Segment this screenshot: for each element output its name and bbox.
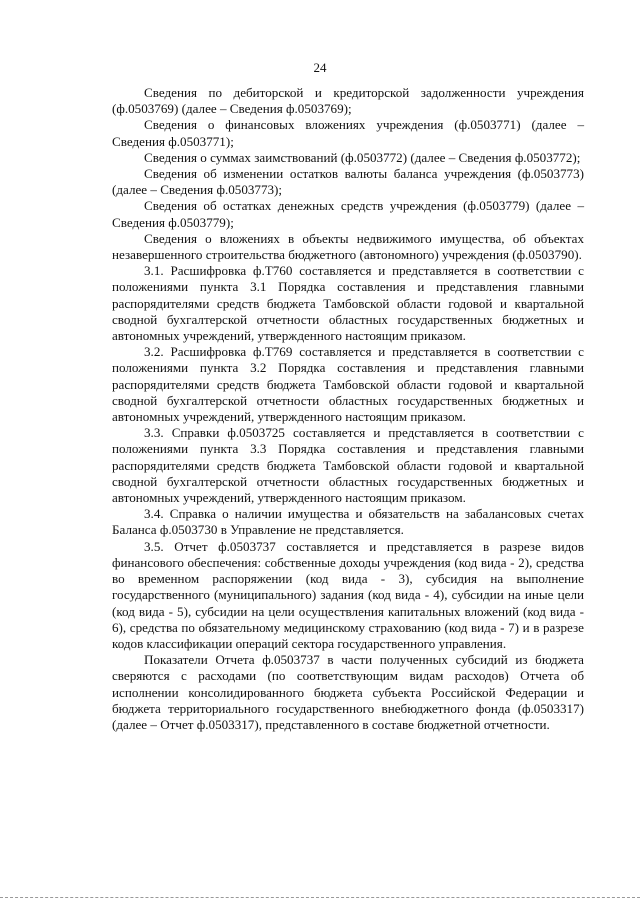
paragraph-3-1: 3.1. Расшифровка ф.Т760 составляется и представляется в соответствии с положениями пункта 3.1 Порядка составления и представления главными распорядителями средств бюджета Тамбовской области годовой и квартальной сводной бухгалтерской отчетности областных государственных бюджетных и автономных учреждений, утвержденного настоящим приказом. [112, 263, 584, 344]
paragraph-sveden-0503773: Сведения об изменении остатков валюты баланса учреждения (ф.0503773) (далее – Сведения ф.0503773); [112, 166, 584, 198]
paragraph-indicators: Показатели Отчета ф.0503737 в части полученных субсидий из бюджета сверяются с расходами (по соответствующим видам расходов) Отчета об исполнении консолидированного бюджета субъекта Российской Федерации и бюджета территориального государственного внебюджетного фонда (ф.0503317) (далее – Отчет ф.0503317), представленного в составе бюджетной отчетности. [112, 652, 584, 732]
paragraph-3-2: 3.2. Расшифровка ф.Т769 составляется и представляется в соответствии с положениями пункта 3.2 Порядка составления и представления главными распорядителями средств бюджета Тамбовской области годовой и квартальной сводной бухгалтерской отчетности областных государственных бюджетных и автономных учреждений, утвержденного настоящим приказом. [112, 344, 584, 425]
paragraph-sveden-0503790: Сведения о вложениях в объекты недвижимого имущества, об объектах незавершенного строительства бюджетного (автономного) учреждения (ф.0503790). [112, 230, 584, 263]
paragraph-sveden-0503779: Сведения об остатках денежных средств учреждения (ф.0503779) (далее – Сведения ф.0503779); [112, 198, 584, 230]
paragraph-3-3: 3.3. Справки ф.0503725 составляется и представляется в соответствии с положениями пункта 3.3 Порядка составления и представления главными распорядителями средств бюджета Тамбовской области годовой и квартальной сводной бухгалтерской отчетности областных государственных бюджетных и автономных учреждений, утвержденного настоящим приказом. [112, 425, 584, 506]
document-body [112, 85, 584, 733]
paragraph-sveden-0503771: Сведения о финансовых вложениях учреждения (ф.0503771) (далее – Сведения ф.0503771); [112, 117, 584, 149]
paragraph-3-4: 3.4. Справка о наличии имущества и обязательств на забалансовых счетах Баланса ф.0503730 в Управление не представляется. [112, 506, 584, 538]
page-bottom-edge [0, 897, 640, 898]
paragraph-sveden-0503772: Сведения о суммах заимствований (ф.0503772) (далее – Сведения ф.0503772); [144, 149, 581, 165]
page-number: 24 [313, 60, 327, 75]
paragraph-3-5: 3.5. Отчет ф.0503737 составляется и представляется в разрезе видов финансового обеспечения: собственные доходы учреждения (код вида - 2), средства во временном распоряжении (код вида - 3), субсидия на выполнение государственного (муниципального) задания (код вида - 4), субсидии на иные цели (код вида - 5), субсидии на цели осуществления капитальных вложений (код вида - 6), средства по обязательному медицинскому страхованию (код вида - 7) и в разрезе кодов классификации операций сектора государственного управления. [112, 538, 584, 651]
paragraph-sveden-0503769: Сведения по дебиторской и кредиторской задолженности учреждения (ф.0503769) (далее – Сведения ф.0503769); [112, 85, 584, 117]
